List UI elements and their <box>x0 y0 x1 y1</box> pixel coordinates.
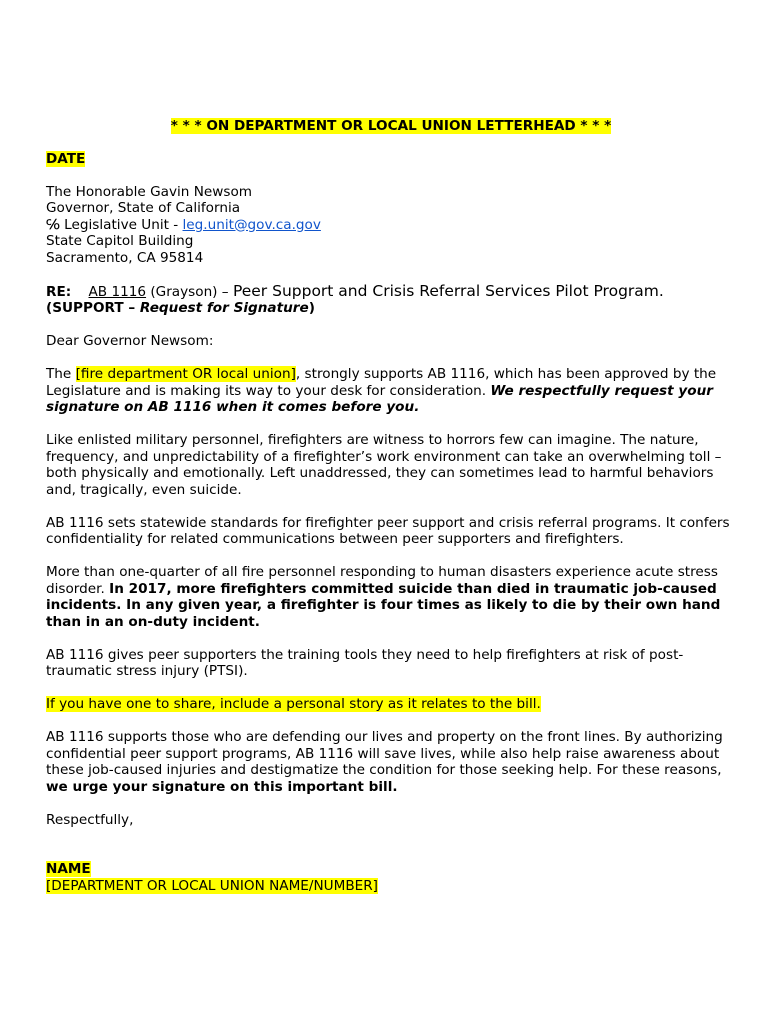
address-line-2: Governor, State of California <box>46 200 241 216</box>
paragraph-7-pre: AB 1116 supports those who are defending our lives and property on the front lines. By authorizing confidential peer support programs, AB 1116 will save lives, while also help raise awareness about these job-caused injuries and destigmatize the condition for those seeking help. For these reasons, <box>46 729 723 778</box>
signature-block <box>46 861 736 894</box>
recipient-address <box>46 184 736 267</box>
address-line-4: State Capitol Building <box>46 233 194 249</box>
re-line <box>46 283 736 301</box>
support-close: ) <box>308 300 315 316</box>
address-line-3-prefix: ℅ Legislative Unit - <box>46 216 183 233</box>
bill-number: AB 1116 <box>88 283 147 300</box>
paragraph-1-pre: The <box>46 366 76 382</box>
paragraph-5: AB 1116 gives peer supporters the training tools they need to help firefighters at risk of post-traumatic stress injury (PTSI). <box>46 646 684 679</box>
support-line <box>46 300 736 317</box>
paragraph-4 <box>46 564 736 630</box>
paragraph-1 <box>46 366 736 416</box>
signature-spacer <box>46 845 736 862</box>
signature-request: We respectfully request your signature on AB 1116 when it comes before you. <box>46 382 713 415</box>
address-line-1: The Honorable Gavin Newsom <box>46 183 252 200</box>
paragraph-7-bold: we urge your signature on this important bill. <box>46 778 398 795</box>
paragraph-6 <box>46 696 736 713</box>
address-line-5: Sacramento, CA 95814 <box>46 249 204 266</box>
signature-name: NAME <box>46 861 91 877</box>
letterhead-placeholder <box>46 118 736 135</box>
signature-org-line <box>46 878 736 895</box>
paragraph-2: Like enlisted military personnel, firefighters are witness to horrors few can imagine. The nature, frequency, and unpredictability of a firefighter’s work environment can take an overwhelming toll – both physically and emotionally. Left unaddressed, they can sometimes lead to harmful behaviors and, tragically, even suicide. <box>46 432 722 498</box>
signature-name-line <box>46 861 736 878</box>
paragraph-4-bold: In 2017, more firefighters committed suicide than died in traumatic job-caused incidents. In any given year, a firefighter is four times as likely to die by their own hand than in an on-duty incident. <box>46 580 721 630</box>
re-label: RE: <box>46 283 72 300</box>
date-line <box>46 151 736 168</box>
closing: Respectfully, <box>46 811 134 828</box>
support-request: Request for Signature <box>139 300 309 316</box>
paragraph-1-mid: , strongly supports AB 1116, which has been approved by the Legislature and is making its way to your desk for consideration. <box>46 366 717 399</box>
paragraph-4-pre: More than one-quarter of all fire personnel responding to human disasters experience acute stress disorder. <box>46 564 718 597</box>
letterhead-text: * * * ON DEPARTMENT OR LOCAL UNION LETTERHEAD * * * <box>170 118 612 134</box>
paragraph-7 <box>46 729 736 795</box>
address-line-3 <box>46 217 736 234</box>
paragraph-3: AB 1116 sets statewide standards for firefighter peer support and crisis referral programs. It confers confidentiality for related communications between peer supporters and firefighters. <box>46 514 730 547</box>
bill-author: (Grayson) – <box>146 283 233 300</box>
signature-org: [DEPARTMENT OR LOCAL UNION NAME/NUMBER] <box>46 877 378 894</box>
email-link[interactable]: leg.unit@gov.ca.gov <box>182 216 321 233</box>
personal-story-placeholder: If you have one to share, include a personal story as it relates to the bill. <box>46 696 541 712</box>
salutation: Dear Governor Newsom: <box>46 333 214 349</box>
bill-subject: Peer Support and Crisis Referral Services Pilot Program. <box>232 281 664 300</box>
sender-placeholder: [fire department OR local union] <box>75 366 296 382</box>
letter-body <box>46 118 736 911</box>
support-open: (SUPPORT – <box>46 300 140 316</box>
re-block <box>46 283 736 317</box>
date-placeholder: DATE <box>46 150 86 167</box>
